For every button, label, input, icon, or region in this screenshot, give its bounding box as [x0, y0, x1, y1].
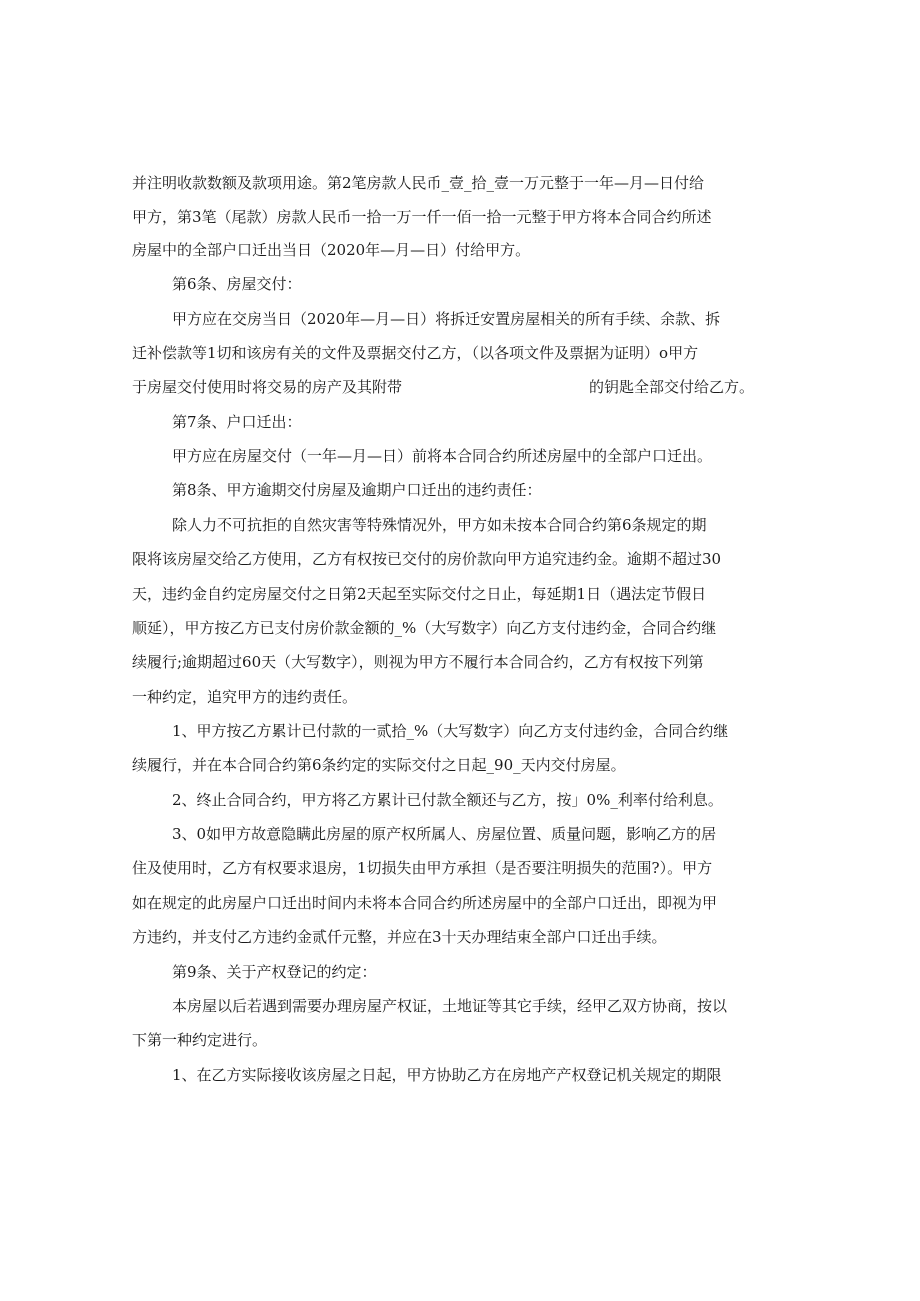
text-line: [0, 510, 920, 540]
section-heading: [0, 475, 920, 505]
text-line: [0, 372, 920, 402]
line-text: 2、终止合同合约，甲方将乙方累计已付款全额还与乙方，按」0%_利率付给利息。: [172, 791, 723, 809]
line-text: 限将该房屋交给乙方使用，乙方有权按已交付的房价款向甲方追究违约金。逾期不超过30: [132, 550, 722, 568]
line-text: 一种约定，追究甲方的违约责任。: [132, 688, 358, 706]
text-line: [0, 853, 920, 883]
line-text: 第7条、户口迁出：: [172, 413, 302, 431]
text-line: [0, 991, 920, 1021]
line-text: 甲方应在交房当日（2020年—月—日）将拆迁安置房屋相关的所有手续、余款、拆: [172, 310, 721, 328]
line-text: 甲方应在房屋交付（一年—月—日）前将本合同合约所述房屋中的全部户口迁出。: [172, 447, 713, 465]
text-line: [0, 716, 920, 746]
line-text: 第8条、甲方逾期交付房屋及逾期户口迁出的违约责任：: [172, 481, 542, 499]
text-line: [0, 338, 920, 368]
line-text: 顺延），甲方按乙方已支付房价款金额的_%（大写数字）向乙方支付违约金，合同合约继: [132, 619, 717, 637]
text-line: [0, 304, 920, 334]
text-line: [0, 579, 920, 609]
text-line: [0, 613, 920, 643]
text-line: [0, 819, 920, 849]
section-heading: [0, 957, 920, 987]
text-line: [0, 1025, 920, 1055]
line-text: 第9条、关于产权登记的约定：: [172, 963, 377, 981]
text-line: [0, 682, 920, 712]
line-text-continuation: 的钥匙全部交付给乙方。: [589, 378, 755, 396]
line-text: 1、甲方按乙方累计已付款的一贰拾_%（大写数字）向乙方支付违约金，合同合约继: [172, 722, 729, 740]
line-text: 1、在乙方实际接收该房屋之日起，甲方协助乙方在房地产产权登记机关规定的期限: [172, 1066, 722, 1084]
line-text: 3、0如甲方故意隐瞒此房屋的原产权所属人、房屋位置、质量问题，影响乙方的居: [172, 825, 717, 843]
line-text: 甲方，第3笔（尾款）房款人民币一拾一万一仟一佰一拾一元整于甲方将本合同合约所述: [132, 208, 712, 226]
text-line: [0, 888, 920, 918]
section-heading: [0, 269, 920, 299]
text-line: [0, 441, 920, 471]
text-line: [0, 544, 920, 574]
text-line: [0, 785, 920, 815]
line-text: 第6条、房屋交付：: [172, 275, 302, 293]
text-line: [0, 647, 920, 677]
line-text: 续履行，并在本合同合约第6条约定的实际交付之日起_90_天内交付房屋。: [132, 756, 626, 774]
line-text: 方违约，并支付乙方违约金贰仟元整，并应在3十天办理结束全部户口迁出手续。: [132, 928, 667, 946]
line-text: 住及使用时，乙方有权要求退房，1切损失由甲方承担（是否要注明损失的范围?）。甲方: [132, 859, 713, 877]
section-heading: [0, 407, 920, 437]
line-text: 于房屋交付使用时将交易的房产及其附带: [132, 378, 403, 396]
line-text: 如在规定的此房屋户口迁出时间内未将本合同合约所述房屋中的全部户口迁出，即视为甲: [132, 894, 718, 912]
line-text: 本房屋以后若遇到需要办理房屋产权证，土地证等其它手续，经甲乙双方协商，按以: [172, 997, 728, 1015]
text-line: [0, 922, 920, 952]
line-text: 下第一种约定进行。: [132, 1031, 268, 1049]
text-line: [0, 235, 920, 265]
text-line: [0, 750, 920, 780]
line-text: 房屋中的全部户口迁出当日（2020年—月—日）付给甲方。: [132, 241, 531, 259]
line-text: 迁补偿款等1切和该房有关的文件及票据交付乙方，（以各项文件及票据为证明）o甲方: [132, 344, 699, 362]
line-text: 并注明收款数额及款项用途。第2笔房款人民币_壹_拾_壹一万元整于一年—月—日付给: [132, 174, 705, 192]
line-text: 除人力不可抗拒的自然灾害等特殊情况外，甲方如未按本合同合约第6条规定的期: [172, 516, 707, 534]
text-line: [0, 168, 920, 198]
line-text: 续履行;逾期超过60天（大写数字），则视为甲方不履行本合同合约，乙方有权按下列第: [132, 653, 704, 671]
text-line: [0, 202, 920, 232]
line-text: 天，违约金自约定房屋交付之日第2天起至实际交付之日止，每延期1日（遇法定节假日: [132, 585, 707, 603]
text-line: [0, 1060, 920, 1090]
